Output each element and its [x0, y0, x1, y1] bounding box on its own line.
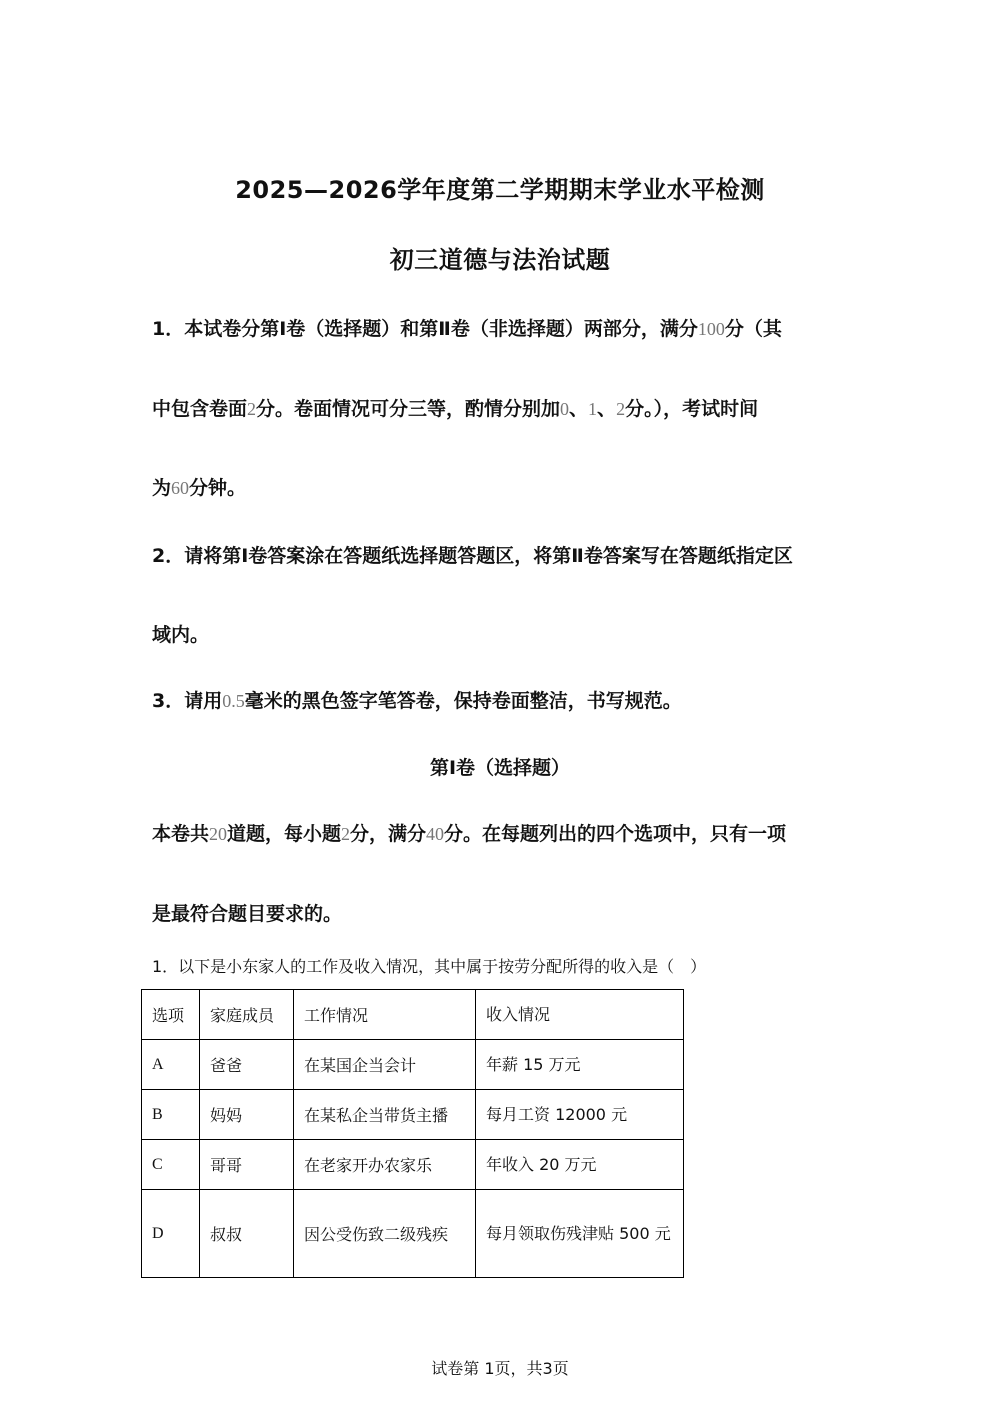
table-cell: B — [142, 1090, 200, 1140]
note-text: 、 — [597, 398, 617, 420]
note-number: 1． — [152, 318, 185, 340]
table-cell: 每月领取伤残津贴 500 元 — [476, 1190, 684, 1278]
table-cell: 年薪 15 万元 — [476, 1040, 684, 1090]
note-text: 域内。 — [152, 624, 210, 646]
note-1-line-3 — [152, 473, 872, 500]
note-text: 毫米的黑色签字笔答卷，保持卷面整洁，书写规范。 — [244, 690, 682, 712]
table-row — [142, 1040, 684, 1090]
instr-text: 道题，每小题 — [227, 823, 342, 845]
note-text: 请将第Ⅰ卷答案涂在答题纸选择题答题区，将第Ⅱ卷答案写在答题纸指定区 — [184, 545, 793, 567]
instr-value: 40 — [426, 824, 445, 844]
note-2-line-2 — [152, 620, 872, 647]
section-instruction-line-1 — [152, 819, 872, 846]
note-text: 分（其 — [724, 318, 782, 340]
instr-text: 分，满分 — [350, 823, 427, 845]
table-header-cell: 家庭成员 — [200, 990, 294, 1040]
table-row — [142, 1140, 684, 1190]
table-cell: C — [142, 1140, 200, 1190]
table-cell: 爸爸 — [200, 1040, 294, 1090]
note-3-line-1 — [152, 686, 872, 713]
note-1-line-2 — [152, 394, 872, 421]
table-header-row — [142, 990, 684, 1040]
table-cell: 在老家开办农家乐 — [294, 1140, 476, 1190]
instr-value: 2 — [341, 824, 351, 844]
note-value: 100 — [697, 319, 725, 339]
note-text: 为 — [152, 477, 172, 499]
exam-title: 2025—2026学年度第二学期期末学业水平检测 — [235, 176, 765, 204]
note-number: 2． — [152, 545, 185, 567]
exam-subtitle: 初三道德与法治试题 — [389, 246, 611, 274]
table-cell: 每月工资 12000 元 — [476, 1090, 684, 1140]
table-cell: 哥哥 — [200, 1140, 294, 1190]
income-table — [141, 989, 684, 1278]
section-instruction-line-2: 是最符合题目要求的。 — [152, 903, 343, 925]
note-text: 请用 — [184, 690, 223, 712]
table-cell: 妈妈 — [200, 1090, 294, 1140]
table-row — [142, 1190, 684, 1278]
note-value: 2 — [616, 399, 626, 419]
note-text: 本试卷分第Ⅰ卷（选择题）和第Ⅱ卷（非选择题）两部分，满分 — [184, 318, 698, 340]
table-cell: 因公受伤致二级残疾 — [294, 1190, 476, 1278]
table-row — [142, 1090, 684, 1140]
note-value: 0 — [560, 399, 570, 419]
table-cell: 叔叔 — [200, 1190, 294, 1278]
table-cell: A — [142, 1040, 200, 1090]
table-cell: 在某国企当会计 — [294, 1040, 476, 1090]
section-heading: 第Ⅰ卷（选择题） — [429, 757, 571, 779]
note-2-line-1 — [152, 541, 872, 568]
instr-text: 本卷共 — [152, 823, 210, 845]
note-text: 分。卷面情况可分三等，酌情分别加 — [256, 398, 561, 420]
note-text: 中包含卷面 — [152, 398, 248, 420]
note-value: 60 — [171, 478, 190, 498]
table-cell: 在某私企当带货主播 — [294, 1090, 476, 1140]
table-cell: D — [142, 1190, 200, 1278]
note-value: 1 — [588, 399, 598, 419]
note-value: 0.5 — [222, 691, 245, 711]
note-value: 2 — [247, 399, 257, 419]
table-cell: 年收入 20 万元 — [476, 1140, 684, 1190]
table-header-cell: 收入情况 — [476, 990, 684, 1040]
instr-value: 20 — [209, 824, 228, 844]
note-1-line-1 — [152, 314, 872, 341]
instr-text: 分。在每题列出的四个选项中，只有一项 — [444, 823, 787, 845]
question-1-stem: 1．以下是小东家人的工作及收入情况，其中属于按劳分配所得的收入是（ ） — [152, 957, 707, 976]
page-footer: 试卷第 1页，共3页 — [431, 1359, 569, 1378]
note-text: 分钟。 — [189, 477, 247, 499]
note-text: 、 — [569, 398, 589, 420]
table-header-cell: 工作情况 — [294, 990, 476, 1040]
note-number: 3． — [152, 690, 185, 712]
table-header-cell: 选项 — [142, 990, 200, 1040]
note-text: 分。），考试时间 — [625, 398, 759, 420]
